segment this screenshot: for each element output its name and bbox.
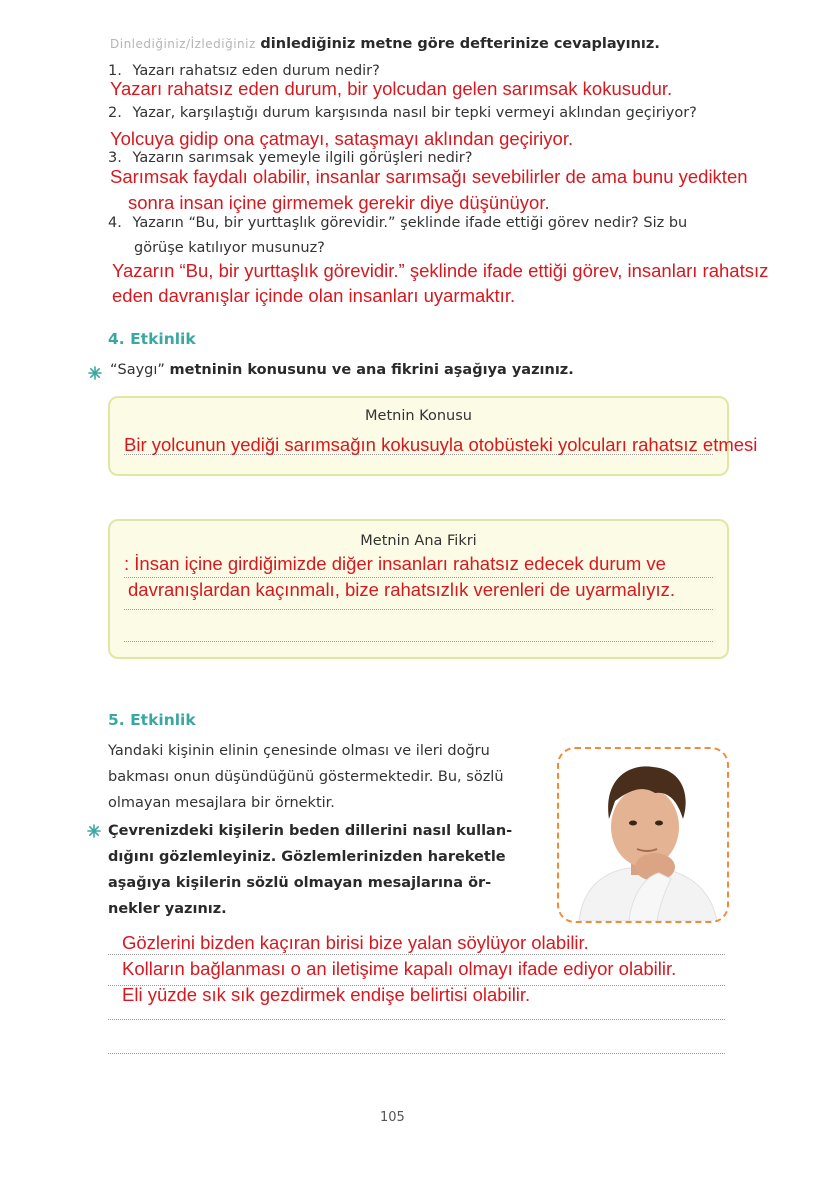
star-bullet-icon [87, 824, 101, 838]
instruction-quote: “Saygı” [110, 362, 165, 378]
activity-5-heading: 5. Etkinlik [108, 711, 196, 729]
answer-4-line-1: Yazarın “Bu, bir yurttaşlık görevidir.” şeklinde ifade ettiği görev, insanları rahatsız [112, 260, 769, 281]
instruction-line: Çevrenizdeki kişilerin beden dillerini nasıl kullan- [108, 823, 513, 839]
activity-4-instruction [110, 362, 574, 378]
question-4-line-2: görüşe katılıyor musunuz? [134, 240, 325, 256]
question-text: Yazarı rahatsız eden durum nedir? [132, 63, 380, 79]
activity-5-answer-1[interactable]: Gözlerini bizden kaçıran birisi bize yalan söylüyor olabilir. [122, 932, 589, 953]
intro-line: Yandaki kişinin elinin çenesinde olması ve ileri doğru [108, 743, 490, 759]
answer-line [108, 954, 725, 955]
question-number: 4. [108, 215, 122, 231]
star-bullet-icon [88, 366, 102, 380]
answer-1: Yazarı rahatsız eden durum, bir yolcudan gelen sarımsak kokusudur. [110, 78, 673, 99]
instruction-line: dığını gözlemleyiniz. Gözlemlerinizden hareketle [108, 849, 506, 865]
question-text: Yazar, karşılaştığı durum karşısında nasıl bir tepki vermeyi aklından geçiriyor? [132, 105, 697, 121]
activity-5-answer-3[interactable]: Eli yüzde sık sık gezdirmek endişe belirtisi olabilir. [122, 984, 531, 1005]
topic-answer[interactable]: Bir yolcunun yediği sarımsağın kokusuyla otobüsteki yolcuları rahatsız etmesi [124, 434, 758, 455]
answer-line [124, 609, 713, 610]
question-number: 1. [108, 63, 122, 79]
answer-line [108, 1019, 725, 1020]
thinking-boy-illustration [559, 749, 727, 921]
activity-5-instruction [108, 818, 548, 922]
instruction-line: nekler yazınız. [108, 901, 227, 917]
top-instruction [110, 36, 660, 52]
main-idea-answer-line-2[interactable]: davranışlardan kaçınmalı, bize rahatsızlık verenleri de uyarmalıyız. [128, 579, 676, 600]
answer-2: Yolcuya gidip ona çatmayı, sataşmayı aklından geçiriyor. [110, 128, 574, 149]
intro-line: olmayan mesajlara bir örnektir. [108, 795, 335, 811]
question-3 [108, 150, 472, 166]
question-number: 2. [108, 105, 122, 121]
topic-box-title: Metnin Konusu [365, 408, 472, 424]
activity-5-intro [108, 738, 548, 816]
intro-line: bakması onun düşündüğünü göstermektedir. Bu, sözlü [108, 769, 504, 785]
thinking-boy-photo [557, 747, 729, 923]
question-2 [108, 105, 697, 121]
question-4 [108, 215, 687, 231]
main-idea-answer-line-1[interactable]: : İnsan içine girdiğimizde diğer insanları rahatsız edecek durum ve [124, 553, 666, 574]
answer-line [108, 1053, 725, 1054]
answer-3-line-1: Sarımsak faydalı olabilir, insanlar sarımsağı sevebilirler de ama bunu yedikten [110, 166, 748, 187]
answer-3-line-2: sonra insan içine girmemek gerekir diye düşünüyor. [128, 192, 550, 213]
answer-line [124, 577, 713, 578]
instruction-line: aşağıya kişilerin sözlü olmayan mesajlarına ör- [108, 875, 492, 891]
activity-4-heading: 4. Etkinlik [108, 330, 196, 348]
main-idea-box-title: Metnin Ana Fikri [360, 533, 477, 549]
question-1 [108, 63, 380, 79]
instruction-text: dinlediğiniz metne göre defterinize cevaplayınız. [260, 36, 660, 52]
question-text: Yazarın “Bu, bir yurttaşlık görevidir.” şeklinde ifade ettiği görev nedir? Siz bu [132, 215, 688, 231]
answer-line [124, 641, 713, 642]
faded-prefix: Dinlediğiniz/İzlediğiniz [110, 37, 256, 51]
page-number: 105 [380, 1110, 405, 1125]
question-number: 3. [108, 150, 122, 166]
answer-4-line-2: eden davranışlar içinde olan insanları uyarmaktır. [112, 285, 516, 306]
activity-5-answer-2[interactable]: Kolların bağlanması o an iletişime kapalı olmayı ifade ediyor olabilir. [122, 958, 677, 979]
question-text: Yazarın sarımsak yemeyle ilgili görüşleri nedir? [132, 150, 473, 166]
instruction-rest: metninin konusunu ve ana fikrini aşağıya yazınız. [169, 362, 574, 378]
